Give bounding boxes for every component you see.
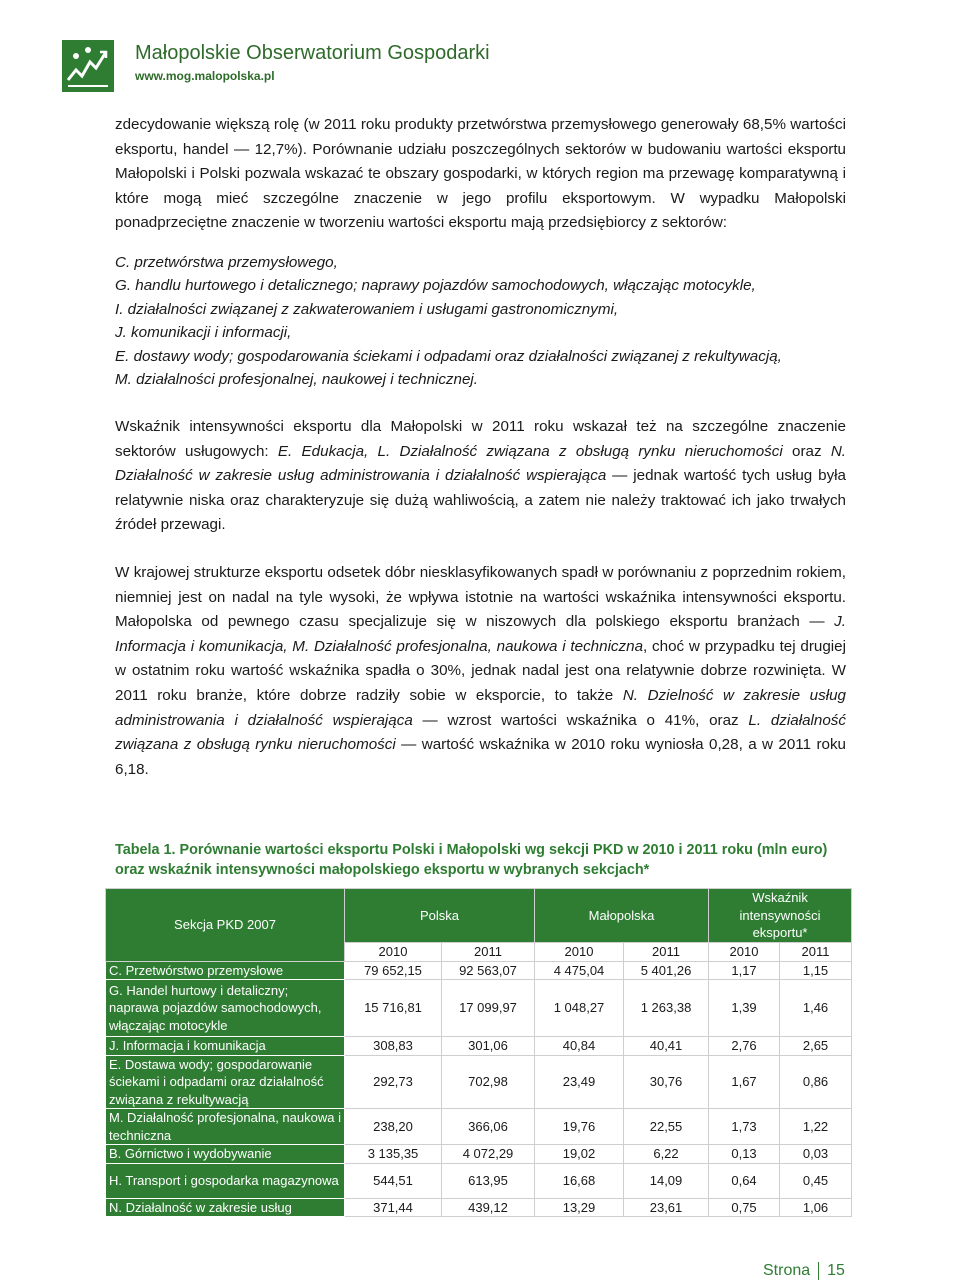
cell: 23,61 [624,1198,709,1217]
cell: 3 135,35 [345,1145,442,1164]
cell: 1,17 [709,961,780,980]
export-table [105,888,852,1217]
table-row [106,1055,852,1109]
italic-span: L. działalność związana z obsługą rynku nieruchomości [115,711,846,754]
cell: 6,22 [624,1145,709,1164]
mog-logo-icon [62,40,114,92]
cell: 19,02 [535,1145,624,1164]
cell: 2,76 [709,1037,780,1056]
cell: 13,29 [535,1198,624,1217]
main-content [115,113,846,782]
cell: 292,73 [345,1055,442,1109]
table-row [106,980,852,1037]
cell: 1,73 [709,1109,780,1145]
cell: 0,86 [780,1055,852,1109]
italic-span: J. Informacja i komunikacja, M. Działalność profesjonalna, naukowa i techniczna [115,613,846,655]
cell: 308,83 [345,1037,442,1056]
table-row [106,1109,852,1145]
sector-list [115,251,846,392]
cell: 0,03 [780,1145,852,1164]
paragraph-services [115,415,846,538]
text-span: Wskaźnik intensywności eksportu dla Małopolski w 2011 roku wskazał też na szczególne znaczenie sektorów usługowych: [115,417,846,460]
row-section: C. Przetwórstwo przemysłowe [106,961,345,980]
cell: 1,15 [780,961,852,980]
row-section: N. Działalność w zakresie usług [106,1198,345,1217]
italic-span: N. Działalność w zakresie usług administrowania i działalność wspierająca [115,442,847,485]
table-row [106,1145,852,1164]
cell: 40,41 [624,1037,709,1056]
row-section: H. Transport i gospodarka magazynowa [106,1163,345,1198]
text-span: , choć w przypadku tej drugiej w ostatnim roku wartość wskaźnika spadła o 30%, jednak nadal jest ona relatywnie dobrze rozwinięta. W 2011 roku branże, które dobrze radziły sobie w eksporcie, to także [115,637,846,704]
table-row [106,1037,852,1056]
header-year: 2011 [624,943,709,962]
page-value: 15 [827,1262,845,1280]
cell: 544,51 [345,1163,442,1198]
cell: 15 716,81 [345,980,442,1037]
cell: 1,22 [780,1109,852,1145]
cell: 702,98 [442,1055,535,1109]
cell: 0,64 [709,1163,780,1198]
page-label: Strona [763,1262,811,1280]
organization-url: www.mog.malopolska.pl [135,69,275,83]
organization-name: Małopolskie Obserwatorium Gospodarki [135,42,490,64]
cell: 4 072,29 [442,1145,535,1164]
header-year: 2011 [442,943,535,962]
list-item: G. handlu hurtowego i detalicznego; naprawy pojazdów samochodowych, włączając motocykle, [115,277,756,295]
cell: 22,55 [624,1109,709,1145]
row-section: J. Informacja i komunikacja [106,1037,345,1056]
cell: 92 563,07 [442,961,535,980]
cell: 371,44 [345,1198,442,1217]
header-year: 2010 [535,943,624,962]
cell: 1,46 [780,980,852,1037]
header-malopolska: Małopolska [535,889,709,943]
list-item: E. dostawy wody; gospodarowania ściekami i odpadami oraz działalności związanej z rekultywacją, [115,347,782,365]
cell: 4 475,04 [535,961,624,980]
page-separator [818,1262,819,1280]
header-year: 2010 [345,943,442,962]
table-row [106,1198,852,1217]
page-header [62,40,662,92]
cell: 16,68 [535,1163,624,1198]
cell: 439,12 [442,1198,535,1217]
list-item: I. działalności związanej z zakwaterowaniem i usługami gastronomicznymi, [115,300,619,318]
cell: 301,06 [442,1037,535,1056]
cell: 366,06 [442,1109,535,1145]
row-section: G. Handel hurtowy i detaliczny; naprawa pojazdów samochodowych, włączając motocykle [106,980,345,1037]
cell: 40,84 [535,1037,624,1056]
cell: 1,06 [780,1198,852,1217]
row-section: M. Działalność profesjonalna, naukowa i techniczna [106,1109,345,1145]
table-caption: Tabela 1. Porównanie wartości eksportu Polski i Małopolski wg sekcji PKD w 2010 i 2011 roku (mln euro) oraz wskaźnik intensywności małopolskiego eksportu w wybranych sekcjach* [115,842,828,878]
cell: 0,45 [780,1163,852,1198]
row-section: B. Górnictwo i wydobywanie [106,1145,345,1164]
paragraph-intro: zdecydowanie większą rolę (w 2011 roku produkty przetwórstwa przemysłowego generowały 68,5% wartości eksportu, handel — 12,7%). Porównanie udziału poszczególnych sektorów w budowaniu wartości eksportu Małopolski i Polski pozwala wskazać te obszary gospodarki, w których region ma przewagę komparatywną i które mogą mieć szczególne znaczenie w jego profilu eksportowym. W wypadku Małopolski ponadprzeciętne znaczenie w tworzeniu wartości eksportu mają przedsiębiorcy z sektorów: [115,116,846,232]
italic-span: N. Dzielność w zakresie usług administrowania i działalność wspierająca [115,686,846,729]
text-span: — wartość wskaźnika w 2010 roku wyniosła 0,28, a w 2011 roku 6,18. [115,736,846,778]
text-span: — jednak wartość tych usług była relatywnie niska oraz charakteryzuje się dużą wahliwością, a zatem nie należy traktować ich jako trwałych źródeł przewagi. [115,467,847,534]
cell: 0,75 [709,1198,780,1217]
cell: 0,13 [709,1145,780,1164]
text-span: W krajowej strukturze eksportu odsetek dóbr niesklasyfikowanych spadł w porównaniu z poprzednim rokiem, niemniej jest on nadal na tyle wysoki, że wpływa istotnie na wartości wskaźnika intensywności eksportu. Małopolska od pewnego czasu specjalizuje się w niszowych dla polskiego eksportu branżach — [115,563,846,631]
cell: 1,39 [709,980,780,1037]
cell: 79 652,15 [345,961,442,980]
cell: 5 401,26 [624,961,709,980]
table-header-row [106,889,852,943]
header-section: Sekcja PKD 2007 [106,889,345,962]
list-item: C. przetwórstwa przemysłowego, [115,253,338,271]
italic-span: E. Edukacja, L. Działalność związana z obsługą rynku nieruchomości [277,442,783,460]
page-number [763,1262,845,1280]
text-span: — wzrost wartości wskaźnika o 41%, oraz [412,711,749,729]
header-polska: Polska [345,889,535,943]
row-section: E. Dostawa wody; gospodarowanie ściekami i odpadami oraz działalność związana z rekultywacją [106,1055,345,1109]
list-item: M. działalności profesjonalnej, naukowej i technicznej. [115,371,479,389]
cell: 238,20 [345,1109,442,1145]
cell: 23,49 [535,1055,624,1109]
header-year: 2010 [709,943,780,962]
paragraph-structure [115,561,846,782]
table-row [106,1163,852,1198]
cell: 1,67 [709,1055,780,1109]
cell: 17 099,97 [442,980,535,1037]
header-wskaznik: Wskaźnik intensywności eksportu* [709,889,852,943]
cell: 1 263,38 [624,980,709,1037]
table-row [106,961,852,980]
cell: 1 048,27 [535,980,624,1037]
text-span: oraz [782,442,831,460]
cell: 30,76 [624,1055,709,1109]
cell: 19,76 [535,1109,624,1145]
cell: 613,95 [442,1163,535,1198]
cell: 14,09 [624,1163,709,1198]
list-item: J. komunikacji i informacji, [115,324,292,342]
cell: 2,65 [780,1037,852,1056]
header-year: 2011 [780,943,852,962]
